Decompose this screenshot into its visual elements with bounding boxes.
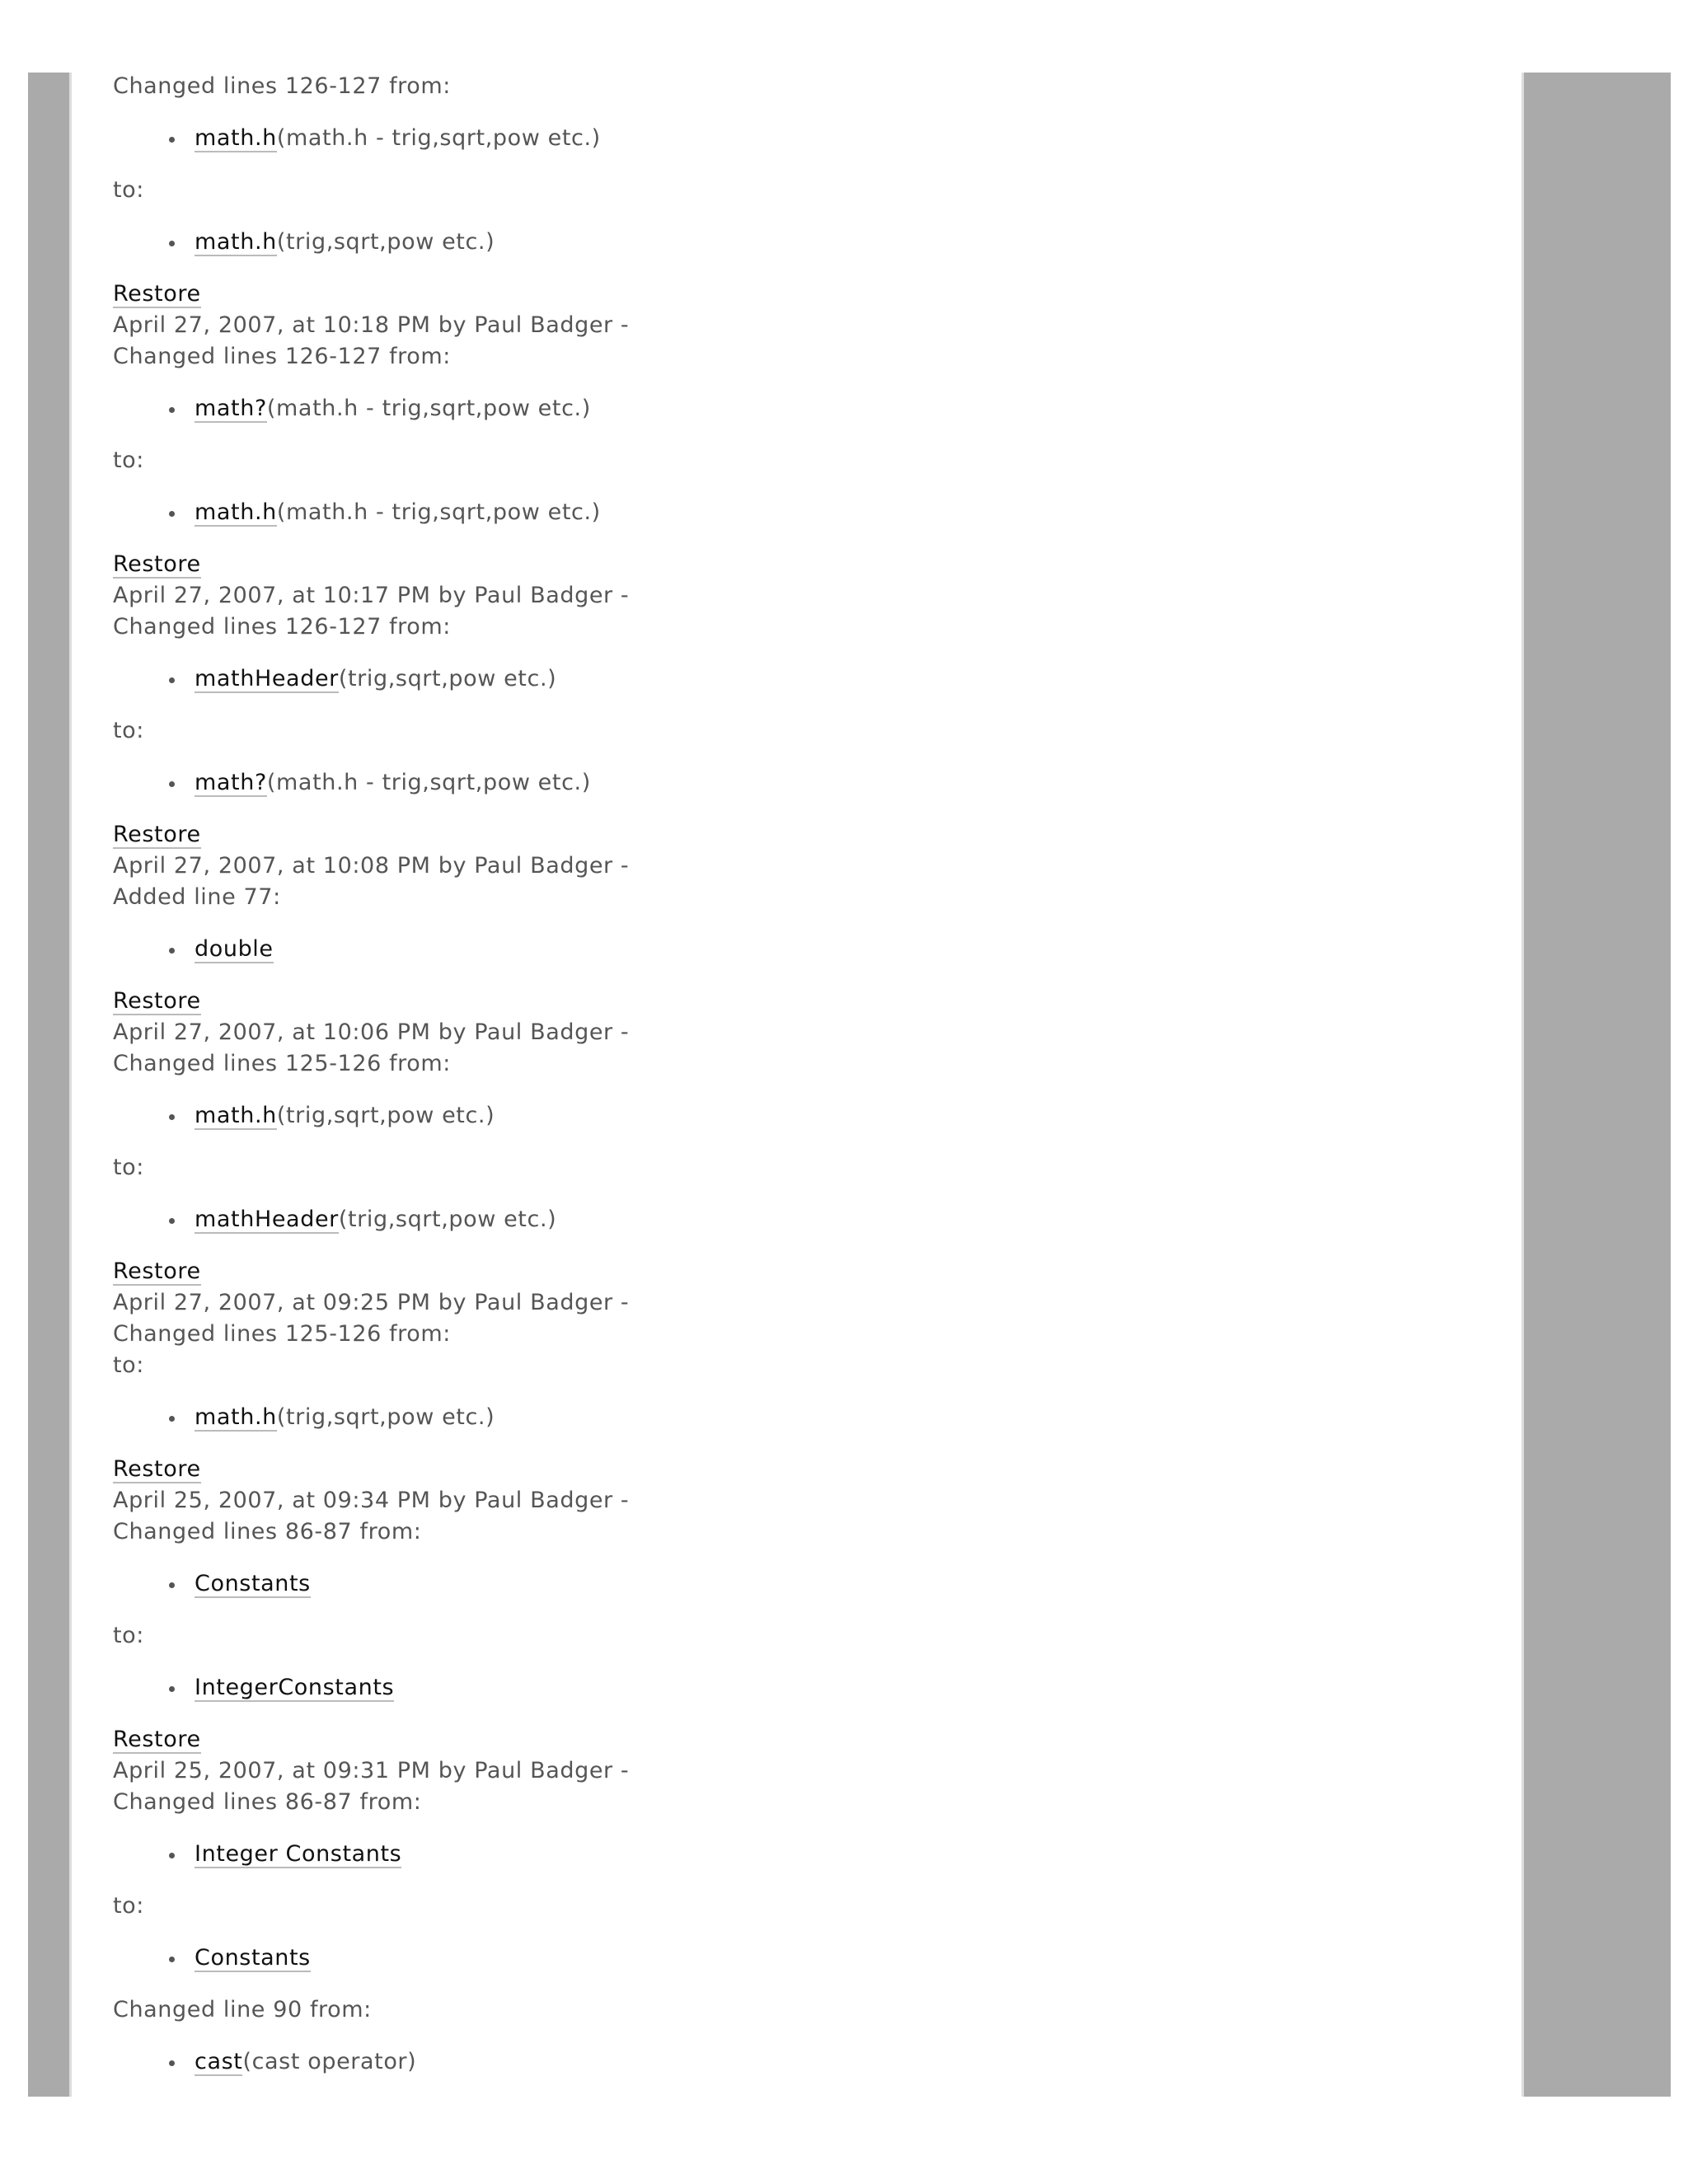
item-description: (math.h - trig,sqrt,pow etc.) — [276, 499, 601, 525]
revision-header: April 25, 2007, at 09:31 PM by Paul Badger - — [113, 1758, 630, 1783]
change-description: Changed lines 86-87 from: — [113, 1519, 422, 1544]
list-item — [195, 123, 1473, 154]
to-label: to: — [113, 1155, 145, 1180]
from-list — [113, 1568, 1473, 1600]
list-item — [195, 2046, 1473, 2078]
list-item — [195, 1839, 1473, 1870]
to-label: to: — [113, 1893, 145, 1919]
list-item — [195, 1568, 1473, 1600]
to-list — [113, 1943, 1473, 1974]
wiki-link[interactable]: Constants — [195, 1571, 311, 1596]
list-item — [195, 1402, 1473, 1433]
wiki-link[interactable]: math.h — [195, 1103, 277, 1128]
item-description: (math.h - trig,sqrt,pow etc.) — [266, 396, 591, 421]
list-item — [195, 663, 1473, 695]
list-item — [195, 1204, 1473, 1235]
wiki-link[interactable]: Constants — [195, 1945, 311, 1971]
list-item — [195, 1943, 1473, 1974]
restore-link[interactable]: Restore — [113, 1258, 201, 1284]
list-item — [195, 393, 1473, 424]
from-list — [113, 2046, 1473, 2078]
restore-link[interactable]: Restore — [113, 822, 201, 847]
restore-row — [113, 819, 1473, 851]
to-list — [113, 1204, 1473, 1235]
change-description: Changed lines 125-126 from: — [113, 1321, 451, 1347]
list-item — [195, 227, 1473, 258]
restore-row — [113, 279, 1473, 310]
wiki-link[interactable]: math.h — [195, 229, 277, 255]
restore-link[interactable]: Restore — [113, 1456, 201, 1482]
change-description: Changed lines 126-127 from: — [113, 614, 451, 640]
wiki-link[interactable]: mathHeader — [195, 1207, 339, 1232]
change-description: Changed line 90 from: — [113, 1997, 372, 2022]
revision-header: April 27, 2007, at 09:25 PM by Paul Badger - — [113, 1290, 630, 1315]
restore-row — [113, 1724, 1473, 1755]
item-description: (cast operator) — [242, 2049, 417, 2074]
restore-row — [113, 1454, 1473, 1485]
from-list — [113, 1839, 1473, 1870]
to-list — [113, 497, 1473, 528]
change-description: Changed lines 126-127 from: — [113, 73, 451, 99]
item-description: (trig,sqrt,pow etc.) — [276, 229, 495, 255]
wiki-link[interactable]: Integer Constants — [195, 1841, 402, 1867]
change-description: Changed lines 125-126 from: — [113, 1051, 451, 1076]
item-description: (trig,sqrt,pow etc.) — [276, 1103, 495, 1128]
from-list — [113, 663, 1473, 695]
to-label: to: — [113, 177, 145, 203]
wiki-link[interactable]: math? — [195, 770, 267, 795]
to-list — [113, 1402, 1473, 1433]
change-description: Added line 77: — [113, 884, 281, 910]
item-description: (trig,sqrt,pow etc.) — [338, 666, 557, 691]
wiki-link[interactable]: mathHeader — [195, 666, 339, 691]
wiki-link[interactable]: math.h — [195, 499, 277, 525]
list-item — [195, 1100, 1473, 1132]
from-list — [113, 1100, 1473, 1132]
to-list — [113, 767, 1473, 799]
revision-header: April 27, 2007, at 10:18 PM by Paul Badger - — [113, 312, 630, 338]
revision-header: April 27, 2007, at 10:17 PM by Paul Badger - — [113, 583, 630, 608]
item-description: (trig,sqrt,pow etc.) — [338, 1207, 557, 1232]
from-list — [113, 123, 1473, 154]
revision-header: April 27, 2007, at 10:08 PM by Paul Badger - — [113, 853, 630, 879]
revision-header: April 25, 2007, at 09:34 PM by Paul Badger - — [113, 1488, 630, 1513]
restore-row — [113, 1256, 1473, 1287]
wiki-link[interactable]: IntegerConstants — [195, 1675, 395, 1700]
restore-link[interactable]: Restore — [113, 551, 201, 577]
page-history-content — [113, 71, 1473, 2098]
wiki-link[interactable]: math.h — [195, 125, 277, 151]
list-item — [195, 934, 1473, 965]
change-description: Changed lines 86-87 from: — [113, 1789, 422, 1815]
from-list — [113, 393, 1473, 424]
list-item — [195, 767, 1473, 799]
restore-link[interactable]: Restore — [113, 281, 201, 307]
to-label: to: — [113, 448, 145, 473]
wiki-link[interactable]: cast — [195, 2049, 243, 2074]
restore-link[interactable]: Restore — [113, 1727, 201, 1752]
to-list — [113, 227, 1473, 258]
wiki-link[interactable]: math? — [195, 396, 267, 421]
revision-header: April 27, 2007, at 10:06 PM by Paul Badger - — [113, 1019, 630, 1045]
to-label: to: — [113, 1623, 145, 1648]
right-sidebar — [1522, 73, 1671, 2097]
wiki-link[interactable]: math.h — [195, 1404, 277, 1430]
change-description: Changed lines 126-127 from: — [113, 344, 451, 369]
to-list — [113, 1672, 1473, 1704]
list-item — [195, 497, 1473, 528]
to-label: to: — [113, 1352, 145, 1378]
restore-row — [113, 986, 1473, 1017]
left-sidebar — [28, 73, 72, 2097]
wiki-link[interactable]: double — [195, 936, 274, 962]
added-list — [113, 934, 1473, 965]
list-item — [195, 1672, 1473, 1704]
item-description: (math.h - trig,sqrt,pow etc.) — [276, 125, 601, 151]
item-description: (math.h - trig,sqrt,pow etc.) — [266, 770, 591, 795]
restore-link[interactable]: Restore — [113, 988, 201, 1014]
restore-row — [113, 549, 1473, 580]
item-description: (trig,sqrt,pow etc.) — [276, 1404, 495, 1430]
to-label: to: — [113, 718, 145, 743]
